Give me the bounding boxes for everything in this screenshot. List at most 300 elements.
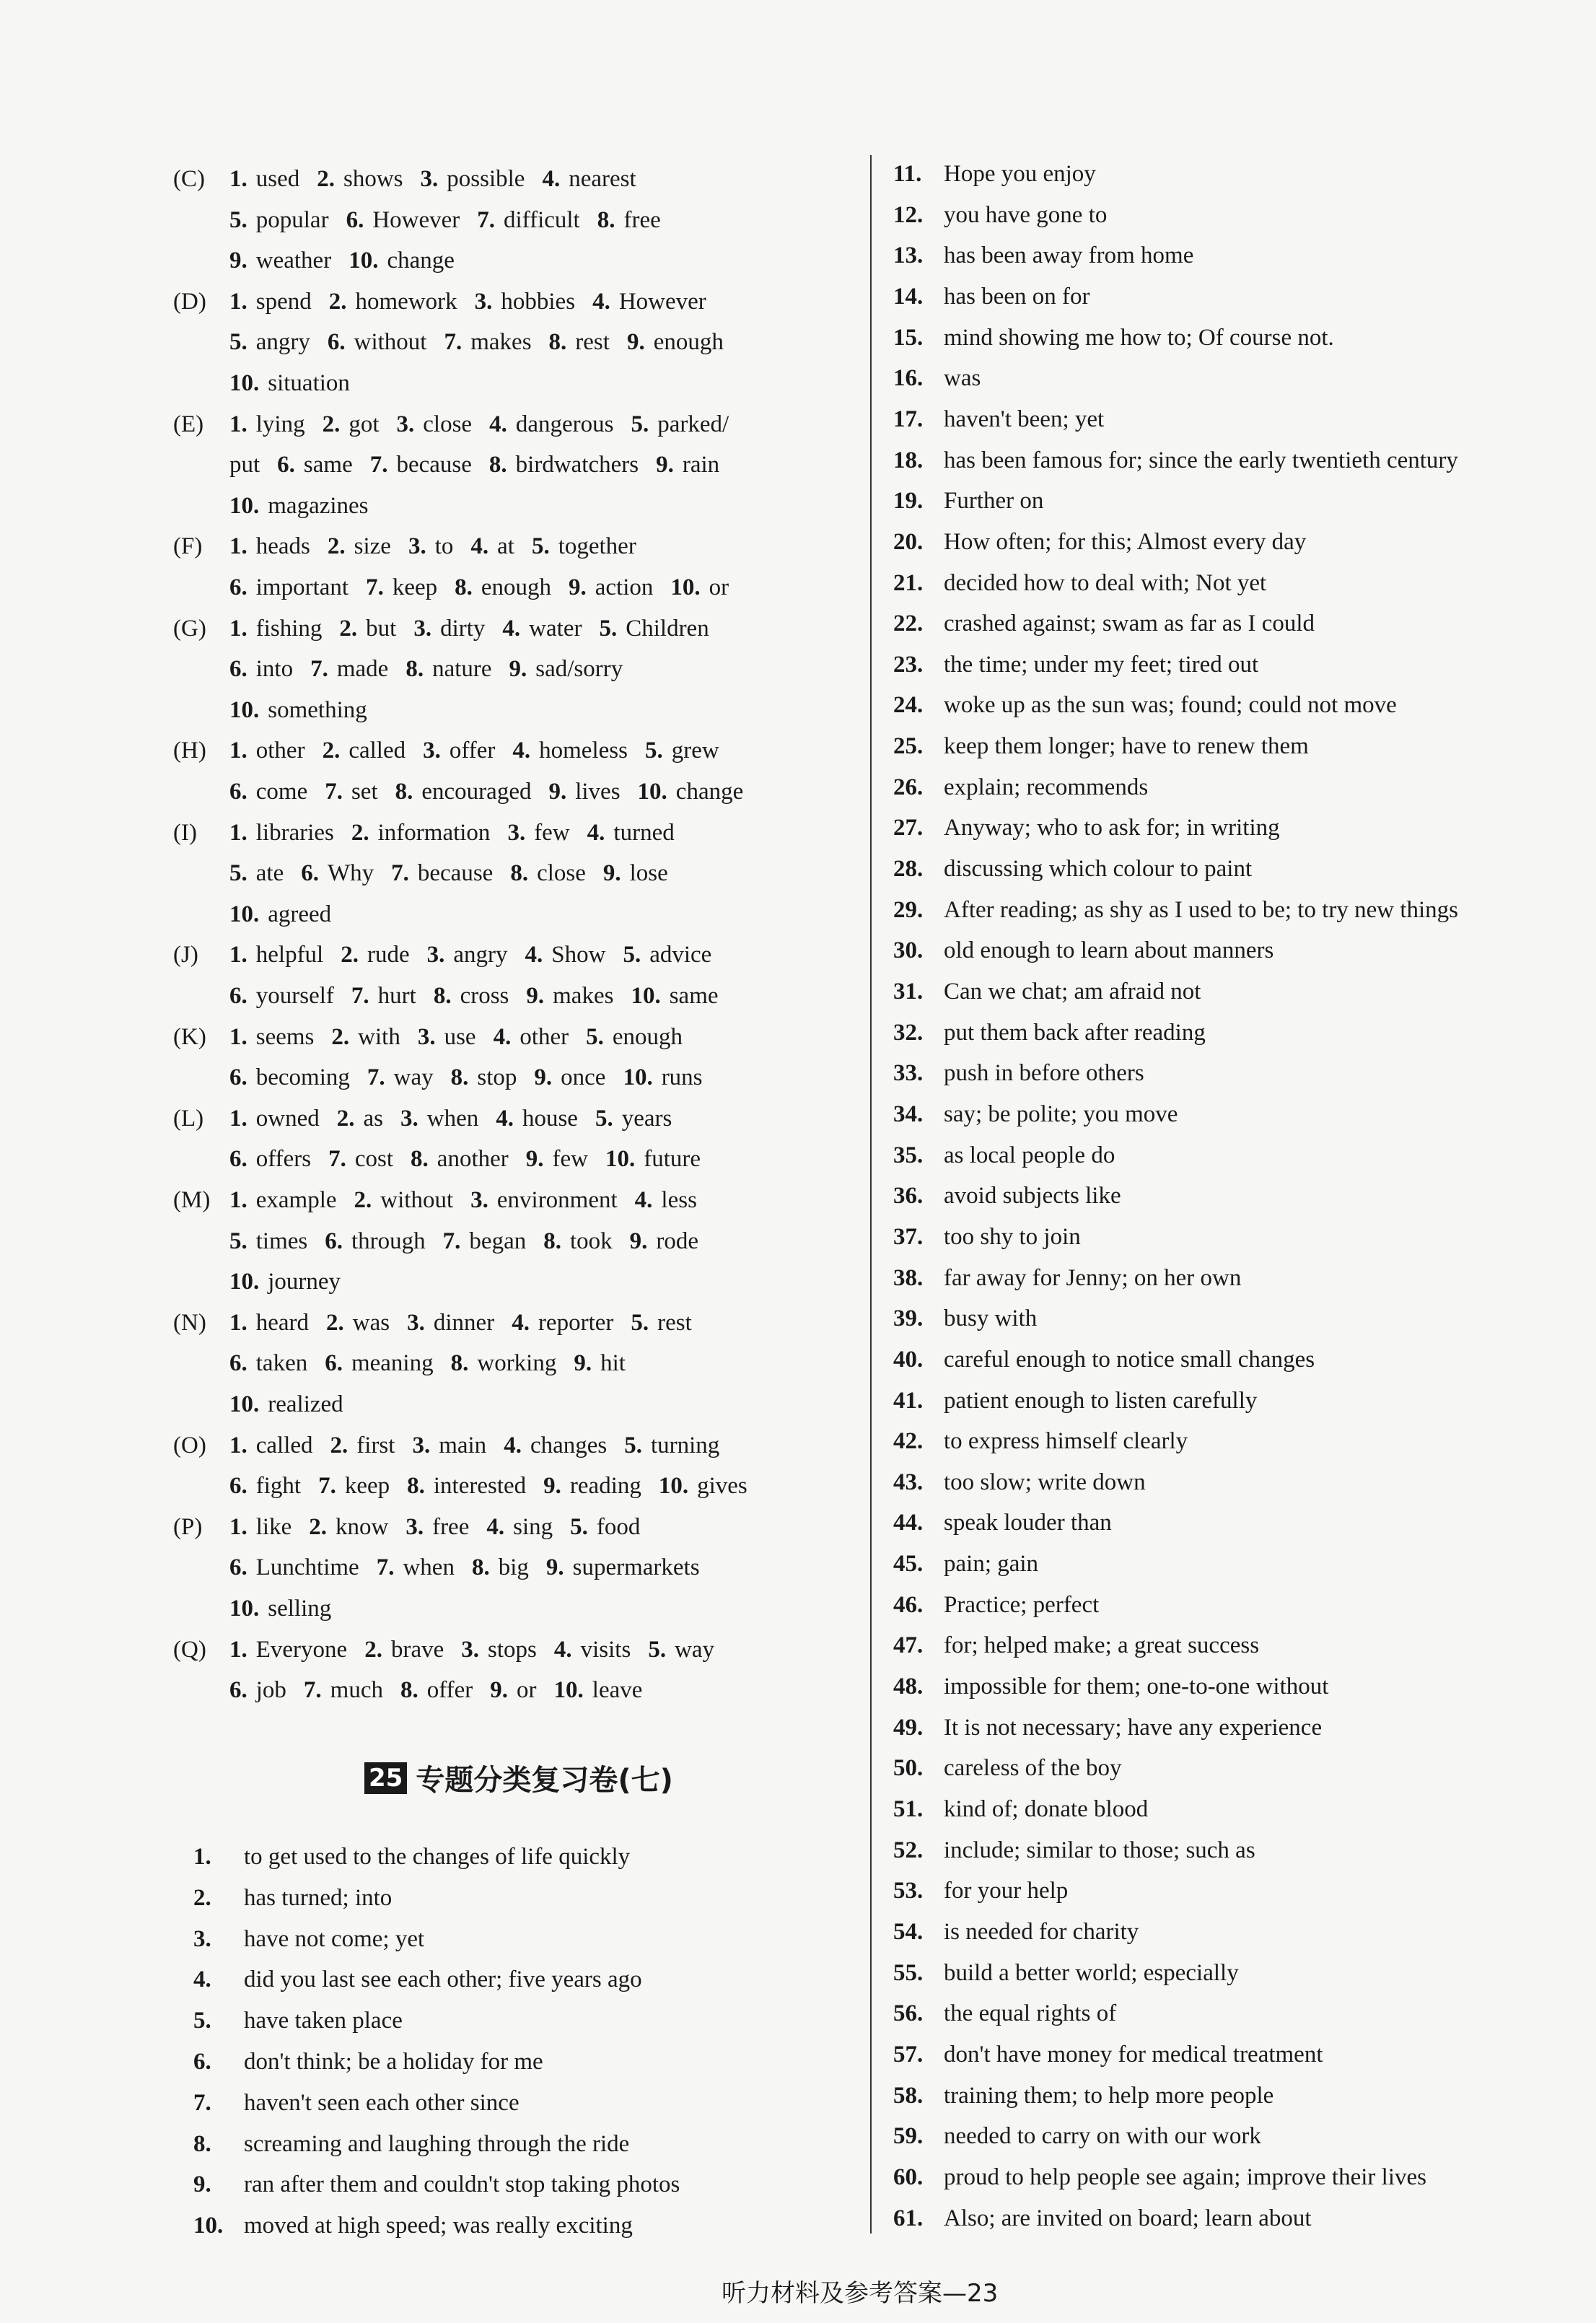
answer-text: How often; for this; Almost every day: [944, 528, 1307, 555]
answer-text: Anyway; who to ask for; in writing: [944, 815, 1280, 841]
answer-text: avoid subjects like: [944, 1183, 1121, 1209]
item-answer: example: [255, 1187, 337, 1213]
item-answer: enough: [612, 1023, 683, 1050]
question-number: 54.: [893, 1918, 924, 1945]
question-number: 43.: [893, 1469, 924, 1495]
item-number: 1.: [229, 738, 247, 764]
answer-text: Hope you enjoy: [944, 161, 1096, 187]
item-answer: gives: [697, 1473, 747, 1500]
answer-text: have taken place: [244, 2008, 403, 2034]
answer-text: push in before others: [944, 1060, 1144, 1087]
answer-row: [193, 2171, 680, 2198]
item-answer: runs: [661, 1064, 703, 1091]
item-answer: stop: [477, 1064, 517, 1091]
answer-row: [893, 2205, 1312, 2232]
item-number: 7.: [318, 1473, 336, 1500]
answer-row: [193, 1844, 630, 1871]
item-answer: parked/: [657, 411, 729, 437]
item-number: 4.: [502, 615, 521, 642]
item-number: 2.: [326, 1309, 344, 1336]
answer-row: [193, 1926, 424, 1953]
item-number: 5.: [595, 1105, 613, 1132]
item-answer: free: [623, 206, 661, 233]
item-number: 10.: [229, 1391, 260, 1417]
item-answer: without: [380, 1187, 454, 1213]
item-answer: enough: [653, 329, 724, 356]
question-number: 59.: [893, 2123, 924, 2150]
item-answer: into: [255, 656, 294, 683]
group-label: (N): [173, 1309, 206, 1336]
column-divider: [870, 155, 872, 2234]
answer-row: [893, 611, 1315, 637]
item-answer: big: [498, 1554, 529, 1581]
question-number: 49.: [893, 1714, 924, 1741]
group-label: (G): [173, 615, 206, 642]
question-number: 4.: [193, 1967, 211, 1993]
item-answer: popular: [255, 206, 329, 233]
item-number: 6.: [229, 983, 247, 1009]
item-number: 2.: [330, 1432, 348, 1458]
item-answer: called: [255, 1432, 313, 1458]
question-number: 39.: [893, 1305, 924, 1332]
item-answer: future: [644, 1146, 701, 1173]
question-number: 36.: [893, 1183, 924, 1209]
item-number: 4.: [553, 1636, 572, 1663]
item-number: 3.: [405, 1513, 424, 1540]
item-number: 2.: [317, 166, 335, 192]
item-answer: turning: [650, 1432, 720, 1458]
answer-text: old enough to learn about manners: [944, 937, 1274, 964]
answer-row: [893, 897, 1458, 924]
item-number: 3.: [396, 411, 415, 437]
item-answer: like: [255, 1513, 292, 1540]
group-label: (H): [173, 738, 206, 764]
item-number: 3.: [474, 288, 493, 315]
question-number: 11.: [893, 161, 922, 187]
item-answer: other: [519, 1023, 569, 1050]
item-answer: hurt: [377, 983, 416, 1009]
item-number: 1.: [229, 533, 247, 560]
item-answer: fishing: [255, 615, 323, 642]
item-number: 6.: [229, 574, 247, 600]
item-answer: agreed: [268, 901, 332, 927]
item-number: 6.: [325, 1350, 343, 1377]
item-number: 1.: [229, 288, 247, 315]
answer-text: is needed for charity: [944, 1918, 1139, 1945]
item-answer: sing: [513, 1513, 553, 1540]
item-number: 7.: [310, 656, 328, 683]
answer-row: [893, 1878, 1068, 1904]
item-number: 9.: [490, 1677, 509, 1704]
item-number: 6.: [229, 1473, 247, 1500]
item-number: 4.: [542, 166, 561, 192]
item-number: 9.: [534, 1064, 553, 1091]
answer-row: [893, 1388, 1257, 1414]
item-number: 9.: [229, 248, 247, 274]
item-number: 7.: [369, 452, 388, 478]
item-answer: leave: [592, 1677, 643, 1704]
question-number: 56.: [893, 2000, 924, 2027]
item-answer: visits: [580, 1636, 631, 1663]
item-answer: Why: [327, 860, 374, 887]
item-answer: same: [669, 983, 719, 1009]
item-number: 10.: [229, 901, 260, 927]
answer-text: for; helped make; a great success: [944, 1632, 1260, 1659]
item-answer: makes: [470, 329, 532, 356]
question-number: 57.: [893, 2041, 924, 2068]
item-number: 1.: [229, 942, 247, 968]
item-answer: reporter: [538, 1309, 614, 1336]
item-number: 3.: [400, 1105, 418, 1132]
item-answer: size: [354, 533, 391, 560]
item-number: 4.: [592, 288, 610, 315]
answer-text: has turned; into: [244, 1884, 393, 1911]
item-number: 9.: [574, 1350, 592, 1377]
question-number: 14.: [893, 283, 924, 310]
item-number: 8.: [548, 329, 567, 356]
item-answer: angry: [453, 942, 508, 968]
question-number: 17.: [893, 406, 924, 432]
item-answer: house: [522, 1105, 578, 1132]
question-number: 10.: [193, 2213, 224, 2239]
question-number: 21.: [893, 569, 924, 596]
item-answer: used: [255, 166, 300, 192]
question-number: 44.: [893, 1510, 924, 1536]
answer-text: After reading; as shy as I used to be; to try new things: [944, 896, 1459, 923]
item-number: 4.: [470, 533, 489, 560]
item-number: 9.: [656, 452, 674, 478]
section-heading: [364, 1757, 673, 1798]
item-number: 10.: [605, 1146, 636, 1173]
item-answer: heard: [255, 1309, 310, 1336]
group-label: (O): [173, 1432, 206, 1458]
page-footer: 听力材料及参考答案—23: [722, 2279, 999, 2308]
item-answer: homework: [355, 288, 457, 315]
question-number: 31.: [893, 979, 924, 1005]
answer-text: say; be polite; you move: [944, 1101, 1178, 1127]
answer-row: [893, 1919, 1139, 1946]
item-number: 8.: [597, 206, 615, 233]
item-answer: because: [396, 452, 472, 478]
item-number: 4.: [525, 942, 543, 968]
item-number: 5.: [631, 1309, 649, 1336]
answer-row: [893, 1632, 1259, 1659]
question-number: 20.: [893, 528, 924, 555]
answer-text: too shy to join: [944, 1223, 1081, 1250]
item-number: 7.: [303, 1677, 322, 1704]
item-number: 5.: [648, 1636, 667, 1663]
question-number: 45.: [893, 1551, 924, 1578]
item-number: 3.: [507, 819, 526, 846]
item-number: 10.: [623, 1064, 653, 1091]
item-number: 2.: [331, 1023, 350, 1050]
item-answer: put: [229, 452, 260, 478]
item-number: 3.: [412, 1432, 431, 1458]
answer-row: [893, 570, 1266, 597]
item-number: 10.: [229, 1269, 260, 1295]
answer-row: [893, 1510, 1112, 1536]
section-title: 专题分类复习卷(七): [416, 1764, 673, 1797]
item-number: 8.: [471, 1554, 490, 1581]
item-answer: libraries: [255, 819, 334, 846]
answer-row: [893, 1224, 1081, 1251]
item-answer: rude: [367, 942, 410, 968]
answer-row: [893, 1796, 1148, 1823]
item-number: 8.: [407, 1473, 425, 1500]
item-answer: nature: [432, 656, 492, 683]
answer-text: explain; recommends: [944, 774, 1149, 800]
answer-row: [893, 1755, 1122, 1782]
answer-row: [893, 937, 1273, 964]
item-answer: main: [439, 1432, 487, 1458]
item-answer: makes: [553, 983, 614, 1009]
item-number: 9.: [509, 656, 527, 683]
item-answer: hobbies: [501, 288, 576, 315]
item-answer: keep: [344, 1473, 390, 1500]
answer-text: pain; gain: [944, 1551, 1039, 1578]
item-answer: lose: [629, 860, 668, 887]
answer-text: you have gone to: [944, 201, 1108, 228]
item-answer: called: [348, 738, 406, 764]
item-number: 1.: [229, 166, 247, 192]
item-number: 1.: [229, 1636, 247, 1663]
item-answer: helpful: [255, 942, 324, 968]
item-answer: changes: [530, 1432, 608, 1458]
item-answer: come: [255, 779, 308, 805]
item-answer: got: [348, 411, 380, 437]
item-answer: seems: [255, 1023, 315, 1050]
item-answer: interested: [433, 1473, 527, 1500]
answer-text: mind showing me how to; Of course not.: [944, 324, 1334, 351]
item-answer: ate: [255, 860, 284, 887]
answer-text: put them back after reading: [944, 1019, 1206, 1046]
item-number: 6.: [327, 329, 346, 356]
answer-row: [893, 365, 981, 392]
question-number: 2.: [193, 1884, 211, 1911]
question-number: 22.: [893, 611, 924, 637]
question-number: 16.: [893, 365, 924, 392]
item-number: 3.: [470, 1187, 488, 1213]
item-answer: owned: [255, 1105, 320, 1132]
item-number: 10.: [229, 492, 260, 519]
answer-row: [893, 406, 1104, 433]
item-number: 6.: [229, 779, 247, 805]
item-number: 9.: [569, 574, 587, 600]
answer-text: as local people do: [944, 1142, 1115, 1168]
group-label: (D): [173, 288, 206, 315]
item-answer: fight: [255, 1473, 302, 1500]
item-answer: when: [403, 1554, 455, 1581]
item-number: 2.: [309, 1513, 327, 1540]
answer-row: [893, 488, 1043, 515]
item-answer: free: [432, 1513, 470, 1540]
item-number: 4.: [512, 1309, 530, 1336]
item-answer: same: [303, 452, 353, 478]
item-number: 8.: [450, 1064, 469, 1091]
question-number: 40.: [893, 1346, 924, 1373]
question-number: 18.: [893, 447, 924, 473]
item-number: 4.: [587, 819, 605, 846]
group-label: (P): [173, 1513, 203, 1540]
question-number: 35.: [893, 1142, 924, 1168]
item-number: 6.: [229, 656, 247, 683]
item-number: 7.: [351, 983, 369, 1009]
item-answer: taken: [255, 1350, 308, 1377]
question-number: 27.: [893, 815, 924, 841]
answer-row: [893, 2042, 1323, 2068]
answer-row: [193, 2090, 519, 2117]
answer-row: [893, 733, 1309, 760]
item-number: 1.: [229, 1309, 247, 1336]
answer-row: [893, 774, 1148, 801]
answer-text: careful enough to notice small changes: [944, 1346, 1315, 1373]
item-answer: offer: [449, 738, 496, 764]
item-number: 9.: [545, 1554, 564, 1581]
answer-row: [193, 2008, 403, 2034]
answer-row: [193, 2049, 543, 2075]
group-label: (C): [173, 166, 205, 192]
answer-text: busy with: [944, 1305, 1038, 1332]
item-number: 9.: [543, 1473, 561, 1500]
item-number: 4.: [634, 1187, 653, 1213]
question-number: 41.: [893, 1387, 924, 1414]
question-number: 6.: [193, 2049, 211, 2075]
item-number: 10.: [637, 779, 667, 805]
item-answer: water: [529, 615, 582, 642]
question-number: 37.: [893, 1223, 924, 1250]
question-number: 5.: [193, 2008, 211, 2034]
item-answer: brave: [390, 1636, 444, 1663]
item-number: 7.: [477, 206, 496, 233]
item-number: 7.: [444, 329, 462, 356]
item-answer: first: [356, 1432, 395, 1458]
question-number: 34.: [893, 1101, 924, 1127]
item-answer: spend: [255, 288, 312, 315]
answer-row: [893, 1674, 1328, 1700]
answer-row: [893, 447, 1458, 474]
item-answer: dangerous: [515, 411, 614, 437]
item-number: 8.: [450, 1350, 469, 1377]
item-answer: cost: [354, 1146, 394, 1173]
answer-row: [893, 1265, 1241, 1292]
item-number: 8.: [405, 656, 424, 683]
answer-text: Further on: [944, 488, 1044, 515]
item-number: 5.: [531, 533, 550, 560]
question-number: 50.: [893, 1755, 924, 1782]
item-answer: Show: [551, 942, 606, 968]
answer-text: to get used to the changes of life quickly: [244, 1844, 631, 1870]
answer-row: [893, 1837, 1255, 1864]
answer-text: the time; under my feet; tired out: [944, 651, 1259, 678]
item-number: 9.: [602, 860, 621, 887]
answer-text: patient enough to listen carefully: [944, 1387, 1258, 1414]
item-number: 2.: [328, 288, 347, 315]
item-number: 4.: [489, 411, 507, 437]
answer-text: Can we chat; am afraid not: [944, 979, 1201, 1005]
item-number: 10.: [229, 1596, 260, 1622]
question-number: 19.: [893, 488, 924, 515]
item-number: 7.: [367, 1064, 385, 1091]
item-number: 5.: [229, 1228, 247, 1254]
item-number: 5.: [229, 206, 247, 233]
item-number: 10.: [229, 370, 260, 396]
answer-text: the equal rights of: [944, 2000, 1117, 2027]
answer-text: don't think; be a holiday for me: [244, 2049, 543, 2075]
answer-row: [893, 856, 1252, 883]
item-number: 6.: [229, 1350, 247, 1377]
item-answer: shows: [343, 166, 403, 192]
item-answer: or: [709, 574, 729, 600]
item-number: 3.: [420, 166, 439, 192]
item-number: 5.: [631, 411, 649, 437]
answer-text: too slow; write down: [944, 1469, 1146, 1495]
answer-text: Practice; perfect: [944, 1591, 1100, 1618]
item-number: 5.: [570, 1513, 588, 1540]
item-answer: offer: [426, 1677, 473, 1704]
item-number: 5.: [229, 860, 247, 887]
item-answer: without: [354, 329, 427, 356]
item-answer: However: [372, 206, 460, 233]
answer-row: [193, 2213, 633, 2239]
item-answer: to: [434, 533, 454, 560]
item-answer: environment: [496, 1187, 618, 1213]
question-number: 30.: [893, 937, 924, 964]
item-number: 6.: [229, 1064, 247, 1091]
answer-text: decided how to deal with; Not yet: [944, 569, 1267, 596]
answer-row: [193, 1885, 392, 1912]
answer-text: moved at high speed; was really exciting: [244, 2213, 633, 2239]
question-number: 24.: [893, 692, 924, 719]
item-number: 1.: [229, 411, 247, 437]
item-answer: close: [537, 860, 586, 887]
item-number: 6.: [229, 1146, 247, 1173]
item-number: 6.: [325, 1228, 343, 1254]
item-number: 5.: [624, 1432, 642, 1458]
item-answer: meaning: [351, 1350, 434, 1377]
item-answer: something: [268, 696, 367, 723]
item-number: 3.: [426, 942, 445, 968]
answer-row: [893, 652, 1258, 678]
item-answer: began: [469, 1228, 527, 1254]
answer-row: [893, 1428, 1188, 1455]
item-answer: another: [437, 1146, 509, 1173]
answer-text: has been on for: [944, 283, 1090, 310]
item-number: 2.: [351, 819, 369, 846]
item-answer: change: [387, 248, 455, 274]
answer-row: [893, 1101, 1178, 1128]
item-number: 3.: [417, 1023, 436, 1050]
item-number: 3.: [413, 615, 432, 642]
item-number: 2.: [322, 738, 341, 764]
question-number: 60.: [893, 2164, 924, 2190]
item-answer: realized: [268, 1391, 343, 1417]
answer-row: [893, 2083, 1273, 2109]
item-number: 5.: [623, 942, 641, 968]
item-answer: cross: [460, 983, 509, 1009]
item-answer: yourself: [255, 983, 334, 1009]
question-number: 26.: [893, 774, 924, 800]
item-answer: at: [497, 533, 514, 560]
item-answer: because: [417, 860, 494, 887]
item-number: 7.: [442, 1228, 461, 1254]
answer-text: ran after them and couldn't stop taking photos: [244, 2171, 680, 2198]
group-label: (L): [173, 1105, 204, 1132]
answer-row: [893, 1305, 1037, 1332]
answer-text: It is not necessary; have any experience: [944, 1714, 1323, 1741]
question-number: 47.: [893, 1632, 924, 1659]
item-number: 1.: [229, 1432, 247, 1458]
answer-row: [893, 161, 1096, 188]
